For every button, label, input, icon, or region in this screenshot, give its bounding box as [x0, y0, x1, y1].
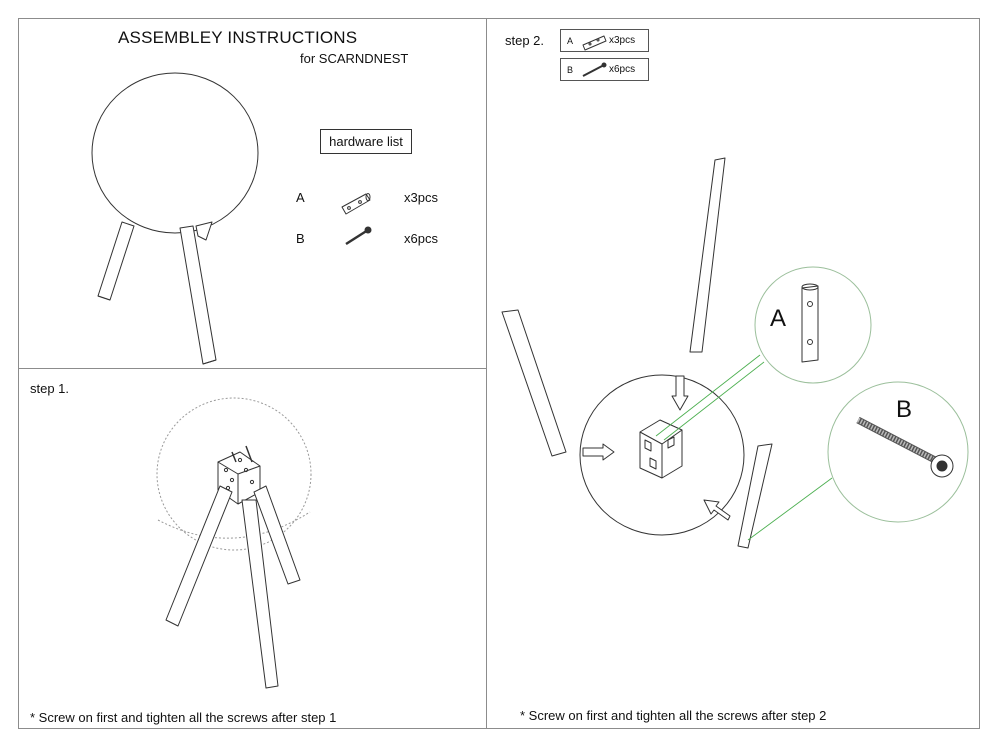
step2-part-a-box: [560, 29, 649, 52]
step1-drawing: [157, 398, 311, 688]
bolt-screw-icon: [346, 227, 371, 244]
step1-note: * Screw on first and tighten all the screws after step 1: [30, 710, 337, 725]
hardware-list-heading: [320, 129, 412, 154]
step2-drawing: [502, 36, 772, 548]
hardware-item-b-qty: x6pcs: [404, 231, 438, 246]
detail-b-label: B: [896, 396, 913, 423]
step2-part-b-qty: x6pcs: [609, 64, 636, 75]
page-title: ASSEMBLEY INSTRUCTIONS: [118, 28, 358, 47]
step2-part-b-letter: B: [567, 65, 574, 75]
step2-part-a-letter: A: [567, 36, 574, 46]
step2-part-b-box: [560, 58, 649, 81]
hardware-item-b-letter: B: [296, 231, 305, 246]
dowel-pin-icon: [342, 194, 370, 215]
stool-overview-drawing: [92, 73, 258, 364]
step2-note: * Screw on first and tighten all the screws after step 2: [520, 708, 827, 723]
hardware-item-a-qty: x3pcs: [404, 190, 438, 205]
page-subtitle: for SCARNDNEST: [300, 51, 409, 66]
step1-label: step 1.: [30, 381, 70, 396]
hardware-list-label: hardware list: [329, 134, 403, 149]
detail-a-label: A: [770, 305, 787, 332]
step2-part-a-qty: x3pcs: [609, 35, 636, 46]
step2-label: step 2.: [505, 33, 545, 48]
hardware-item-a-letter: A: [296, 190, 305, 205]
